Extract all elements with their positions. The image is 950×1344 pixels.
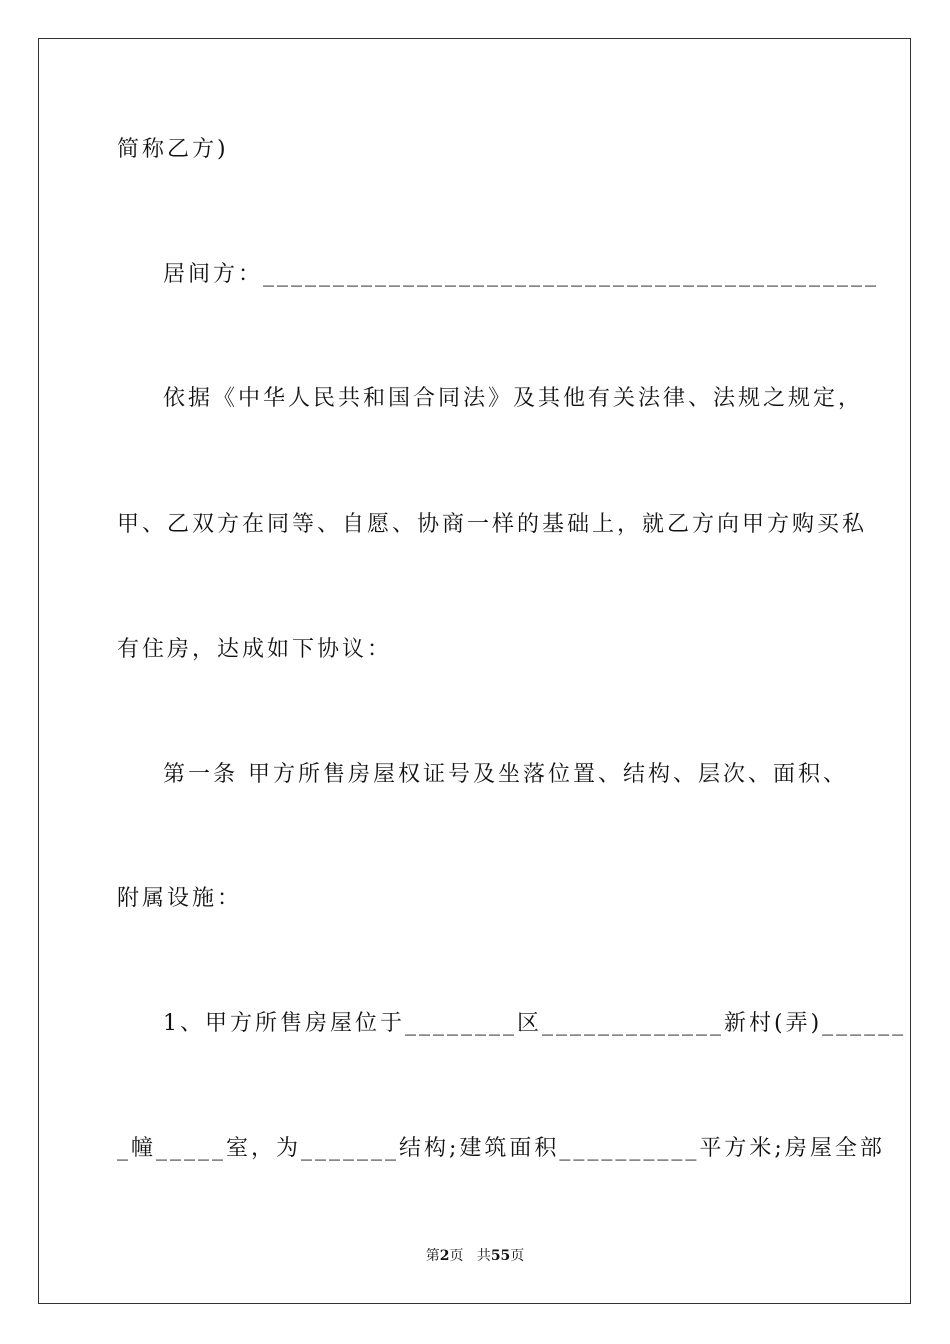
text-line-2: 居间方：____________________________________________	[163, 262, 880, 287]
footer-total-prefix: 共	[476, 1248, 491, 1264]
page-footer	[0, 1246, 950, 1266]
text-line-5: 有住房，达成如下协议：	[117, 637, 393, 662]
text-line-6: 第一条 甲方所售房屋权证号及坐落位置、结构、层次、面积、	[163, 762, 848, 787]
text-line-1: 简称乙方)	[117, 137, 229, 162]
text-line-3: 依据《中华人民共和国合同法》及其他有关法律、法规之规定，	[163, 386, 864, 411]
footer-total-suffix: 页	[510, 1248, 525, 1264]
footer-page-suffix: 页	[449, 1248, 464, 1264]
text-line-4: 甲、乙双方在同等、自愿、协商一样的基础上，就乙方向甲方购买私	[117, 512, 868, 537]
text-line-9: _幢_____室，为_______结构;建筑面积__________平方米;房屋全部	[117, 1136, 885, 1161]
footer-page-prefix: 第	[425, 1248, 440, 1264]
page-border	[38, 38, 911, 1304]
text-line-8: 1、甲方所售房屋位于________区_____________新村(弄)______	[163, 1011, 907, 1036]
footer-page-number: 2	[439, 1248, 450, 1264]
text-line-7: 附属设施：	[117, 886, 243, 911]
footer-total-pages: 55	[490, 1248, 511, 1264]
